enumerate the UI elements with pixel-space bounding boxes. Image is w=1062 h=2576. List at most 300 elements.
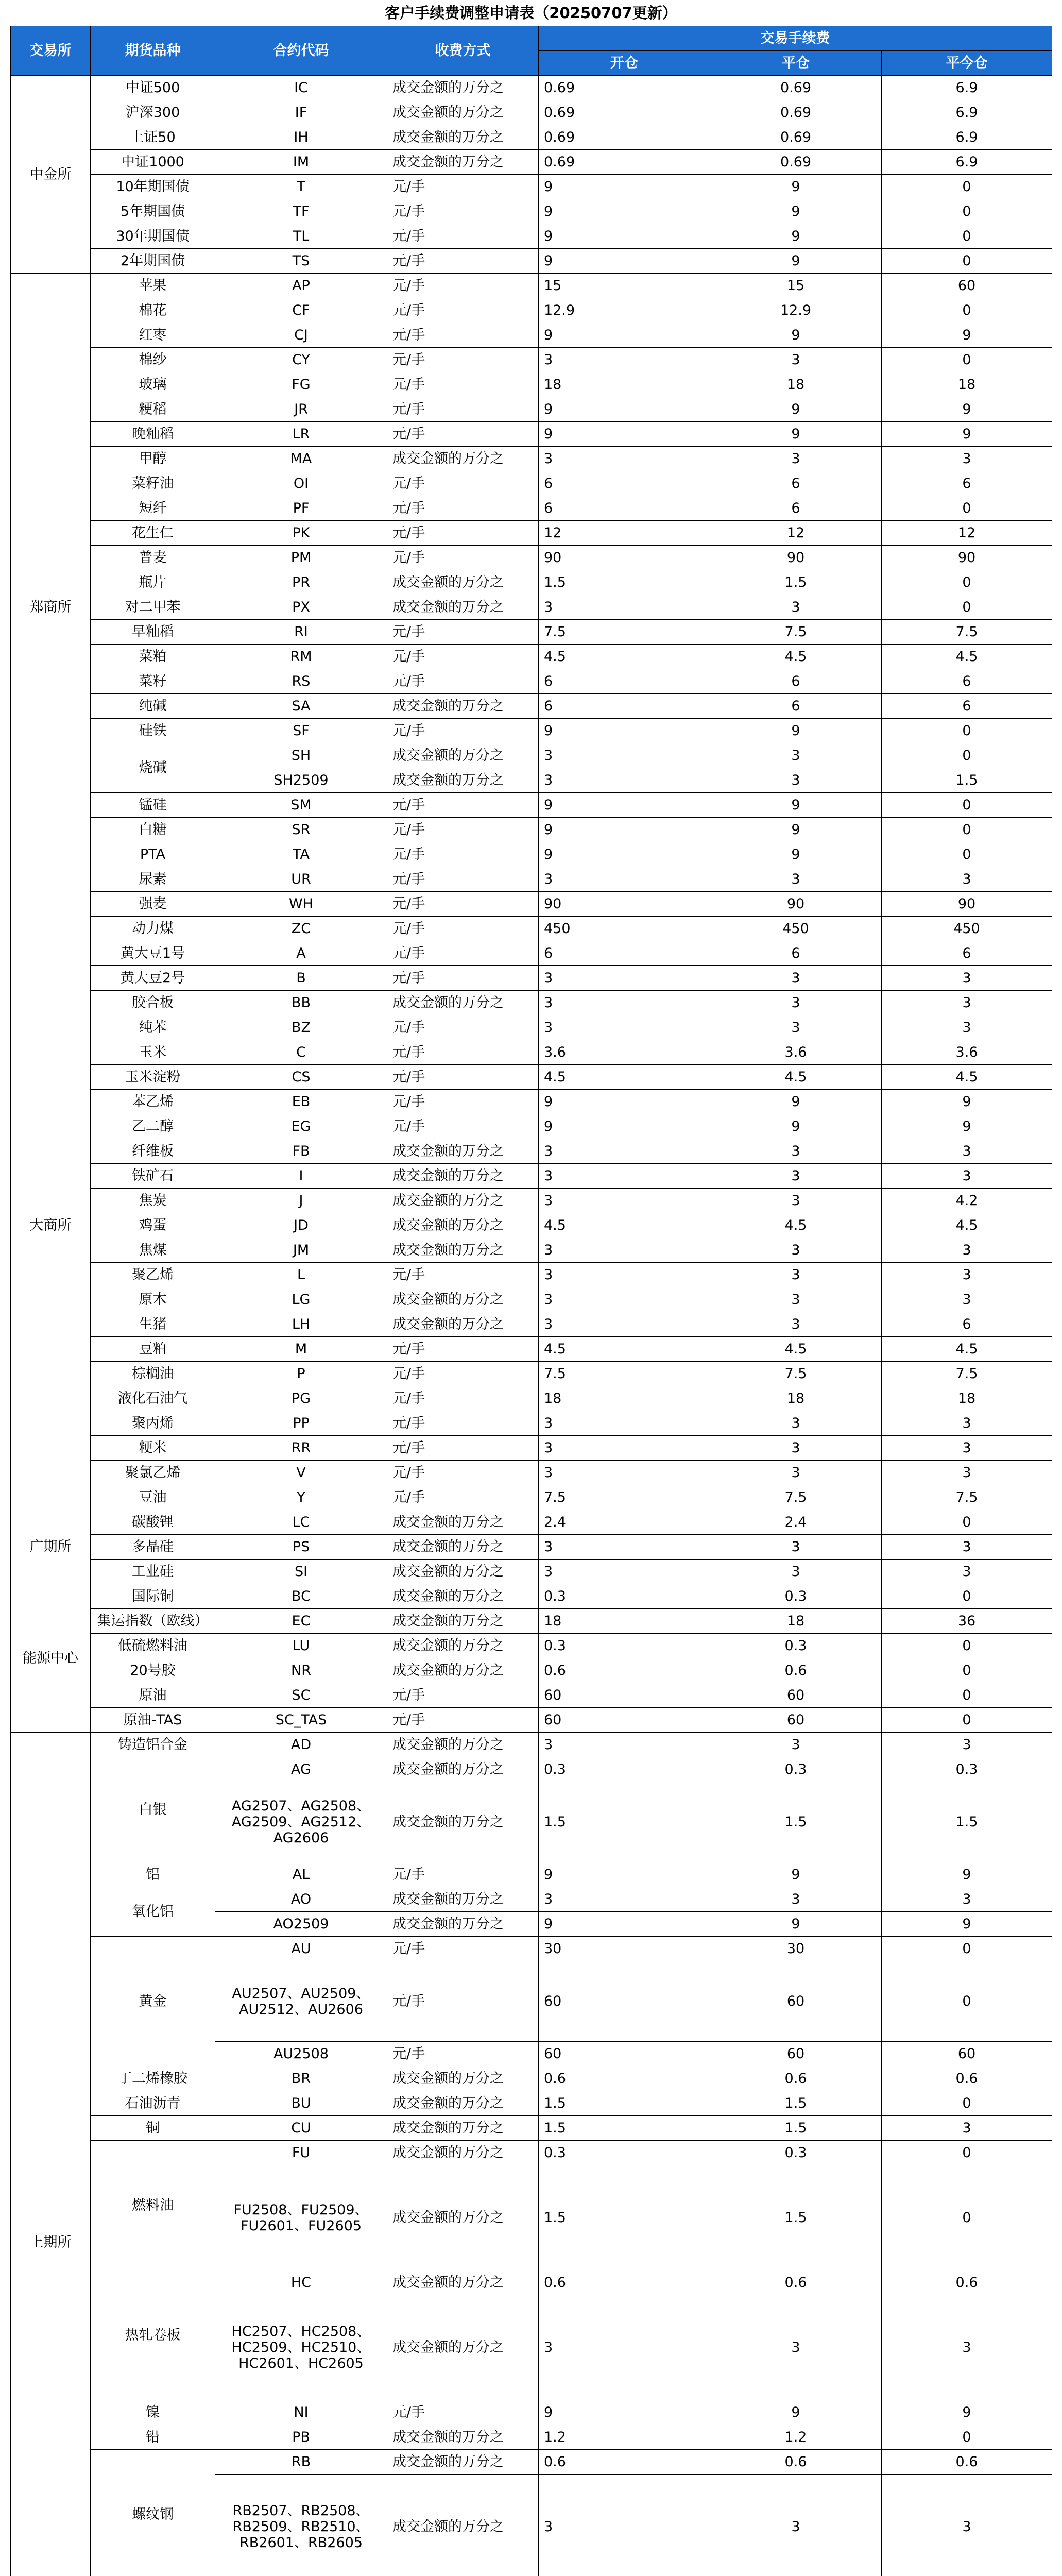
header-close-today: 平今仓 bbox=[882, 51, 1052, 76]
product-cell: 粳米 bbox=[91, 1436, 215, 1461]
close-today-fee-cell: 3 bbox=[882, 867, 1052, 892]
code-cell: PF bbox=[215, 496, 387, 521]
method-cell: 元/手 bbox=[387, 175, 539, 199]
method-cell: 成交金额的万分之 bbox=[387, 991, 539, 1015]
product-cell: 黄大豆2号 bbox=[91, 966, 215, 991]
code-cell: TF bbox=[215, 199, 387, 224]
close-today-fee-cell: 3 bbox=[882, 1164, 1052, 1189]
table-row bbox=[11, 1164, 1052, 1189]
method-cell: 元/手 bbox=[387, 966, 539, 991]
code-cell: FU bbox=[215, 2141, 387, 2165]
close-today-fee-cell: 3.6 bbox=[882, 1040, 1052, 1065]
close-today-fee-cell: 0 bbox=[882, 1634, 1052, 1658]
open-fee-cell: 9 bbox=[539, 1090, 710, 1114]
close-today-fee-cell: 3 bbox=[882, 1015, 1052, 1040]
close-today-fee-cell: 0 bbox=[882, 1683, 1052, 1708]
open-fee-cell: 3 bbox=[539, 1887, 710, 1912]
product-cell: 动力煤 bbox=[91, 917, 215, 941]
product-cell: 铅 bbox=[91, 2425, 215, 2450]
product-cell: 沪深300 bbox=[91, 100, 215, 125]
code-cell: I bbox=[215, 1164, 387, 1189]
method-cell: 成交金额的万分之 bbox=[387, 1658, 539, 1683]
close-today-fee-cell: 0 bbox=[882, 2425, 1052, 2450]
close-fee-cell: 3 bbox=[710, 1535, 882, 1560]
open-fee-cell: 9 bbox=[539, 249, 710, 274]
close-fee-cell: 3 bbox=[710, 867, 882, 892]
table-row bbox=[11, 1411, 1052, 1436]
product-cell: 丁二烯橡胶 bbox=[91, 2066, 215, 2091]
method-cell: 元/手 bbox=[387, 1065, 539, 1090]
open-fee-cell: 0.6 bbox=[539, 2066, 710, 2091]
product-cell: 棉纱 bbox=[91, 348, 215, 372]
table-row bbox=[11, 1733, 1052, 1757]
open-fee-cell: 3 bbox=[539, 867, 710, 892]
close-today-fee-cell: 0 bbox=[882, 175, 1052, 199]
method-cell: 元/手 bbox=[387, 323, 539, 348]
table-row bbox=[11, 1461, 1052, 1485]
product-cell: 铝 bbox=[91, 1862, 215, 1887]
close-fee-cell: 9 bbox=[710, 422, 882, 447]
close-fee-cell: 9 bbox=[710, 224, 882, 249]
open-fee-cell: 1.5 bbox=[539, 1782, 710, 1862]
code-cell: LC bbox=[215, 1510, 387, 1535]
product-cell: 原木 bbox=[91, 1287, 215, 1312]
table-row bbox=[11, 818, 1052, 842]
product-cell: 中证500 bbox=[91, 76, 215, 100]
code-cell: T bbox=[215, 175, 387, 199]
table-row bbox=[11, 249, 1052, 274]
code-cell: LG bbox=[215, 1287, 387, 1312]
method-cell: 成交金额的万分之 bbox=[387, 1238, 539, 1263]
open-fee-cell: 3 bbox=[539, 2475, 710, 2576]
open-fee-cell: 3 bbox=[539, 1312, 710, 1337]
code-cell: SI bbox=[215, 1560, 387, 1584]
open-fee-cell: 9 bbox=[539, 224, 710, 249]
method-cell: 元/手 bbox=[387, 224, 539, 249]
table-row bbox=[11, 1263, 1052, 1287]
product-cell: 尿素 bbox=[91, 867, 215, 892]
open-fee-cell: 0.6 bbox=[539, 1658, 710, 1683]
table-row bbox=[11, 1213, 1052, 1238]
open-fee-cell: 1.5 bbox=[539, 2091, 710, 2116]
open-fee-cell: 3 bbox=[539, 1164, 710, 1189]
table-row bbox=[11, 471, 1052, 496]
header-exchange: 交易所 bbox=[11, 26, 91, 76]
open-fee-cell: 3.6 bbox=[539, 1040, 710, 1065]
code-cell: C bbox=[215, 1040, 387, 1065]
method-cell: 元/手 bbox=[387, 818, 539, 842]
code-cell: SA bbox=[215, 694, 387, 719]
close-today-fee-cell: 0 bbox=[882, 719, 1052, 743]
open-fee-cell: 7.5 bbox=[539, 1362, 710, 1386]
method-cell: 成交金额的万分之 bbox=[387, 1757, 539, 1782]
open-fee-cell: 4.5 bbox=[539, 1337, 710, 1362]
code-cell: EC bbox=[215, 1609, 387, 1634]
close-fee-cell: 0.3 bbox=[710, 2141, 882, 2165]
method-cell: 元/手 bbox=[387, 1708, 539, 1733]
close-fee-cell: 0.69 bbox=[710, 76, 882, 100]
close-fee-cell: 4.5 bbox=[710, 1337, 882, 1362]
product-cell: 低硫燃料油 bbox=[91, 1634, 215, 1658]
open-fee-cell: 3 bbox=[539, 1015, 710, 1040]
code-cell: CF bbox=[215, 298, 387, 323]
code-cell: FU2508、FU2509、 FU2601、FU2605 bbox=[215, 2165, 387, 2270]
close-fee-cell: 12.9 bbox=[710, 298, 882, 323]
open-fee-cell: 450 bbox=[539, 917, 710, 941]
close-fee-cell: 9 bbox=[710, 1862, 882, 1887]
table-row bbox=[11, 372, 1052, 397]
close-fee-cell: 3 bbox=[710, 1461, 882, 1485]
method-cell: 元/手 bbox=[387, 298, 539, 323]
open-fee-cell: 3 bbox=[539, 1238, 710, 1263]
table-row bbox=[11, 2425, 1052, 2450]
table-row bbox=[11, 1238, 1052, 1263]
open-fee-cell: 0.69 bbox=[539, 76, 710, 100]
code-cell: LH bbox=[215, 1312, 387, 1337]
method-cell: 成交金额的万分之 bbox=[387, 2450, 539, 2475]
code-cell: SC bbox=[215, 1683, 387, 1708]
method-cell: 元/手 bbox=[387, 1114, 539, 1139]
open-fee-cell: 9 bbox=[539, 2400, 710, 2425]
close-today-fee-cell: 0.6 bbox=[882, 2066, 1052, 2091]
table-row bbox=[11, 941, 1052, 966]
close-fee-cell: 9 bbox=[710, 323, 882, 348]
open-fee-cell: 3 bbox=[539, 1535, 710, 1560]
code-cell: RI bbox=[215, 620, 387, 645]
method-cell: 成交金额的万分之 bbox=[387, 1164, 539, 1189]
method-cell: 元/手 bbox=[387, 1436, 539, 1461]
open-fee-cell: 3 bbox=[539, 743, 710, 768]
close-today-fee-cell: 90 bbox=[882, 546, 1052, 570]
open-fee-cell: 4.5 bbox=[539, 1065, 710, 1090]
table-row bbox=[11, 175, 1052, 199]
close-fee-cell: 60 bbox=[710, 1683, 882, 1708]
code-cell: V bbox=[215, 1461, 387, 1485]
open-fee-cell: 4.5 bbox=[539, 1213, 710, 1238]
method-cell: 成交金额的万分之 bbox=[387, 1733, 539, 1757]
code-cell: PX bbox=[215, 595, 387, 620]
close-fee-cell: 6 bbox=[710, 694, 882, 719]
open-fee-cell: 18 bbox=[539, 1609, 710, 1634]
product-cell: 原油 bbox=[91, 1683, 215, 1708]
header-open: 开仓 bbox=[539, 51, 710, 76]
open-fee-cell: 9 bbox=[539, 175, 710, 199]
close-fee-cell: 6 bbox=[710, 669, 882, 694]
method-cell: 元/手 bbox=[387, 422, 539, 447]
open-fee-cell: 60 bbox=[539, 2042, 710, 2066]
code-cell: AU bbox=[215, 1937, 387, 1961]
method-cell: 成交金额的万分之 bbox=[387, 743, 539, 768]
table-row bbox=[11, 397, 1052, 422]
table-header bbox=[11, 26, 1052, 76]
code-cell: IC bbox=[215, 76, 387, 100]
method-cell: 成交金额的万分之 bbox=[387, 1287, 539, 1312]
open-fee-cell: 3 bbox=[539, 1436, 710, 1461]
product-cell: 白糖 bbox=[91, 818, 215, 842]
method-cell: 元/手 bbox=[387, 1961, 539, 2042]
close-today-fee-cell: 3 bbox=[882, 1436, 1052, 1461]
close-today-fee-cell: 3 bbox=[882, 1139, 1052, 1164]
product-cell: 铸造铝合金 bbox=[91, 1733, 215, 1757]
close-today-fee-cell: 6.9 bbox=[882, 76, 1052, 100]
close-fee-cell: 1.5 bbox=[710, 1782, 882, 1862]
code-cell: SC_TAS bbox=[215, 1708, 387, 1733]
table-row bbox=[11, 2066, 1052, 2091]
close-fee-cell: 1.5 bbox=[710, 2165, 882, 2270]
open-fee-cell: 0.3 bbox=[539, 2141, 710, 2165]
method-cell: 元/手 bbox=[387, 1386, 539, 1411]
table-row bbox=[11, 2450, 1052, 2475]
table-row bbox=[11, 298, 1052, 323]
method-cell: 元/手 bbox=[387, 1362, 539, 1386]
product-cell: 原油-TAS bbox=[91, 1708, 215, 1733]
table-row bbox=[11, 1708, 1052, 1733]
close-fee-cell: 12 bbox=[710, 521, 882, 546]
close-fee-cell: 0.3 bbox=[710, 1634, 882, 1658]
product-cell: 棉花 bbox=[91, 298, 215, 323]
open-fee-cell: 1.5 bbox=[539, 570, 710, 595]
method-cell: 成交金额的万分之 bbox=[387, 570, 539, 595]
close-today-fee-cell: 60 bbox=[882, 2042, 1052, 2066]
close-fee-cell: 90 bbox=[710, 546, 882, 570]
method-cell: 成交金额的万分之 bbox=[387, 694, 539, 719]
close-today-fee-cell: 0 bbox=[882, 1961, 1052, 2042]
table-row bbox=[11, 620, 1052, 645]
method-cell: 元/手 bbox=[387, 199, 539, 224]
open-fee-cell: 3 bbox=[539, 1461, 710, 1485]
product-cell: 豆油 bbox=[91, 1485, 215, 1510]
method-cell: 元/手 bbox=[387, 1337, 539, 1362]
open-fee-cell: 0.3 bbox=[539, 1757, 710, 1782]
code-cell: B bbox=[215, 966, 387, 991]
product-cell: 苯乙烯 bbox=[91, 1090, 215, 1114]
product-cell: 短纤 bbox=[91, 496, 215, 521]
close-fee-cell: 1.2 bbox=[710, 2425, 882, 2450]
open-fee-cell: 9 bbox=[539, 719, 710, 743]
code-cell: SH2509 bbox=[215, 768, 387, 793]
close-fee-cell: 0.69 bbox=[710, 150, 882, 175]
code-cell: TL bbox=[215, 224, 387, 249]
open-fee-cell: 9 bbox=[539, 793, 710, 818]
method-cell: 元/手 bbox=[387, 1263, 539, 1287]
close-today-fee-cell: 3 bbox=[882, 991, 1052, 1015]
close-today-fee-cell: 0 bbox=[882, 570, 1052, 595]
exchange-cell: 能源中心 bbox=[11, 1584, 91, 1733]
close-today-fee-cell: 9 bbox=[882, 1912, 1052, 1937]
method-cell: 成交金额的万分之 bbox=[387, 150, 539, 175]
method-cell: 元/手 bbox=[387, 274, 539, 298]
open-fee-cell: 6 bbox=[539, 471, 710, 496]
method-cell: 元/手 bbox=[387, 669, 539, 694]
method-cell: 成交金额的万分之 bbox=[387, 2091, 539, 2116]
code-cell: RS bbox=[215, 669, 387, 694]
method-cell: 元/手 bbox=[387, 521, 539, 546]
code-cell: HC2507、HC2508、 HC2509、HC2510、 HC2601、HC2605 bbox=[215, 2295, 387, 2400]
code-cell: UR bbox=[215, 867, 387, 892]
code-cell: WH bbox=[215, 892, 387, 917]
open-fee-cell: 4.5 bbox=[539, 645, 710, 669]
table-row bbox=[11, 719, 1052, 743]
close-today-fee-cell: 1.5 bbox=[882, 1782, 1052, 1862]
close-fee-cell: 3 bbox=[710, 1887, 882, 1912]
open-fee-cell: 0.6 bbox=[539, 2270, 710, 2295]
close-fee-cell: 3 bbox=[710, 1015, 882, 1040]
table-row bbox=[11, 669, 1052, 694]
close-fee-cell: 3 bbox=[710, 1139, 882, 1164]
open-fee-cell: 30 bbox=[539, 1937, 710, 1961]
close-fee-cell: 3 bbox=[710, 1411, 882, 1436]
close-fee-cell: 0.69 bbox=[710, 125, 882, 150]
code-cell: FB bbox=[215, 1139, 387, 1164]
table-row bbox=[11, 645, 1052, 669]
table-row bbox=[11, 991, 1052, 1015]
product-cell: 国际铜 bbox=[91, 1584, 215, 1609]
product-cell: 液化石油气 bbox=[91, 1386, 215, 1411]
table-row bbox=[11, 2116, 1052, 2141]
close-fee-cell: 6 bbox=[710, 471, 882, 496]
table-row bbox=[11, 1015, 1052, 1040]
table-row bbox=[11, 348, 1052, 372]
method-cell: 成交金额的万分之 bbox=[387, 1609, 539, 1634]
close-today-fee-cell: 3 bbox=[882, 1461, 1052, 1485]
table-row bbox=[11, 2091, 1052, 2116]
method-cell: 成交金额的万分之 bbox=[387, 1139, 539, 1164]
fee-table bbox=[10, 26, 1052, 2576]
table-row bbox=[11, 323, 1052, 348]
code-cell: CS bbox=[215, 1065, 387, 1090]
close-fee-cell: 3 bbox=[710, 1287, 882, 1312]
product-cell: 5年期国债 bbox=[91, 199, 215, 224]
table-row bbox=[11, 546, 1052, 570]
close-today-fee-cell: 3 bbox=[882, 1238, 1052, 1263]
code-cell: L bbox=[215, 1263, 387, 1287]
product-cell: 菜粕 bbox=[91, 645, 215, 669]
close-fee-cell: 3 bbox=[710, 991, 882, 1015]
code-cell: OI bbox=[215, 471, 387, 496]
close-fee-cell: 9 bbox=[710, 249, 882, 274]
method-cell: 元/手 bbox=[387, 719, 539, 743]
code-cell: SM bbox=[215, 793, 387, 818]
product-cell: 胶合板 bbox=[91, 991, 215, 1015]
open-fee-cell: 60 bbox=[539, 1708, 710, 1733]
method-cell: 成交金额的万分之 bbox=[387, 125, 539, 150]
close-fee-cell: 3 bbox=[710, 348, 882, 372]
table-row bbox=[11, 1757, 1052, 1782]
open-fee-cell: 1.2 bbox=[539, 2425, 710, 2450]
code-cell: AO bbox=[215, 1887, 387, 1912]
close-fee-cell: 90 bbox=[710, 892, 882, 917]
method-cell: 元/手 bbox=[387, 1937, 539, 1961]
method-cell: 成交金额的万分之 bbox=[387, 1535, 539, 1560]
product-cell: 白银 bbox=[91, 1757, 215, 1862]
close-fee-cell: 30 bbox=[710, 1937, 882, 1961]
code-cell: AG2507、AG2508、 AG2509、AG2512、 AG2606 bbox=[215, 1782, 387, 1862]
close-fee-cell: 0.6 bbox=[710, 1658, 882, 1683]
header-product: 期货品种 bbox=[91, 26, 215, 76]
close-fee-cell: 18 bbox=[710, 1609, 882, 1634]
product-cell: 烧碱 bbox=[91, 743, 215, 793]
product-cell: 乙二醇 bbox=[91, 1114, 215, 1139]
code-cell: AP bbox=[215, 274, 387, 298]
method-cell: 元/手 bbox=[387, 1862, 539, 1887]
table-row bbox=[11, 1189, 1052, 1213]
table-row bbox=[11, 570, 1052, 595]
open-fee-cell: 9 bbox=[539, 199, 710, 224]
method-cell: 成交金额的万分之 bbox=[387, 2425, 539, 2450]
close-fee-cell: 0.6 bbox=[710, 2270, 882, 2295]
code-cell: RM bbox=[215, 645, 387, 669]
close-today-fee-cell: 4.5 bbox=[882, 1337, 1052, 1362]
open-fee-cell: 3 bbox=[539, 1560, 710, 1584]
close-fee-cell: 18 bbox=[710, 372, 882, 397]
close-today-fee-cell: 0 bbox=[882, 348, 1052, 372]
method-cell: 成交金额的万分之 bbox=[387, 1912, 539, 1937]
product-cell: 玻璃 bbox=[91, 372, 215, 397]
method-cell: 成交金额的万分之 bbox=[387, 1782, 539, 1862]
product-cell: 豆粕 bbox=[91, 1337, 215, 1362]
close-today-fee-cell: 6 bbox=[882, 694, 1052, 719]
code-cell: Y bbox=[215, 1485, 387, 1510]
product-cell: 黄大豆1号 bbox=[91, 941, 215, 966]
close-today-fee-cell: 9 bbox=[882, 1114, 1052, 1139]
close-today-fee-cell: 6.9 bbox=[882, 150, 1052, 175]
table-row bbox=[11, 1114, 1052, 1139]
table-row bbox=[11, 2141, 1052, 2165]
code-cell: PK bbox=[215, 521, 387, 546]
product-cell: 纤维板 bbox=[91, 1139, 215, 1164]
product-cell: 锰硅 bbox=[91, 793, 215, 818]
code-cell: P bbox=[215, 1362, 387, 1386]
table-row bbox=[11, 1510, 1052, 1535]
method-cell: 元/手 bbox=[387, 1040, 539, 1065]
product-cell: 聚乙烯 bbox=[91, 1263, 215, 1287]
close-fee-cell: 4.5 bbox=[710, 1213, 882, 1238]
code-cell: HC bbox=[215, 2270, 387, 2295]
method-cell: 元/手 bbox=[387, 2042, 539, 2066]
open-fee-cell: 9 bbox=[539, 1862, 710, 1887]
open-fee-cell: 9 bbox=[539, 1114, 710, 1139]
close-today-fee-cell: 7.5 bbox=[882, 1362, 1052, 1386]
code-cell: SR bbox=[215, 818, 387, 842]
close-fee-cell: 3 bbox=[710, 1164, 882, 1189]
exchange-cell: 大商所 bbox=[11, 941, 91, 1510]
table-row bbox=[11, 2400, 1052, 2425]
close-today-fee-cell: 60 bbox=[882, 274, 1052, 298]
table-row bbox=[11, 917, 1052, 941]
table-row bbox=[11, 743, 1052, 768]
method-cell: 元/手 bbox=[387, 892, 539, 917]
method-cell: 元/手 bbox=[387, 941, 539, 966]
close-today-fee-cell: 9 bbox=[882, 397, 1052, 422]
method-cell: 元/手 bbox=[387, 1411, 539, 1436]
close-today-fee-cell: 4.5 bbox=[882, 1065, 1052, 1090]
header-code: 合约代码 bbox=[215, 26, 387, 76]
code-cell: AO2509 bbox=[215, 1912, 387, 1937]
method-cell: 元/手 bbox=[387, 620, 539, 645]
table-row bbox=[11, 1139, 1052, 1164]
product-cell: 30年期国债 bbox=[91, 224, 215, 249]
method-cell: 成交金额的万分之 bbox=[387, 1213, 539, 1238]
product-cell: 黄金 bbox=[91, 1937, 215, 2066]
close-fee-cell: 9 bbox=[710, 1912, 882, 1937]
product-cell: 碳酸锂 bbox=[91, 1510, 215, 1535]
product-cell: 鸡蛋 bbox=[91, 1213, 215, 1238]
close-today-fee-cell: 3 bbox=[882, 447, 1052, 471]
open-fee-cell: 15 bbox=[539, 274, 710, 298]
close-today-fee-cell: 6 bbox=[882, 1312, 1052, 1337]
close-today-fee-cell: 3 bbox=[882, 1535, 1052, 1560]
method-cell: 成交金额的万分之 bbox=[387, 2066, 539, 2091]
